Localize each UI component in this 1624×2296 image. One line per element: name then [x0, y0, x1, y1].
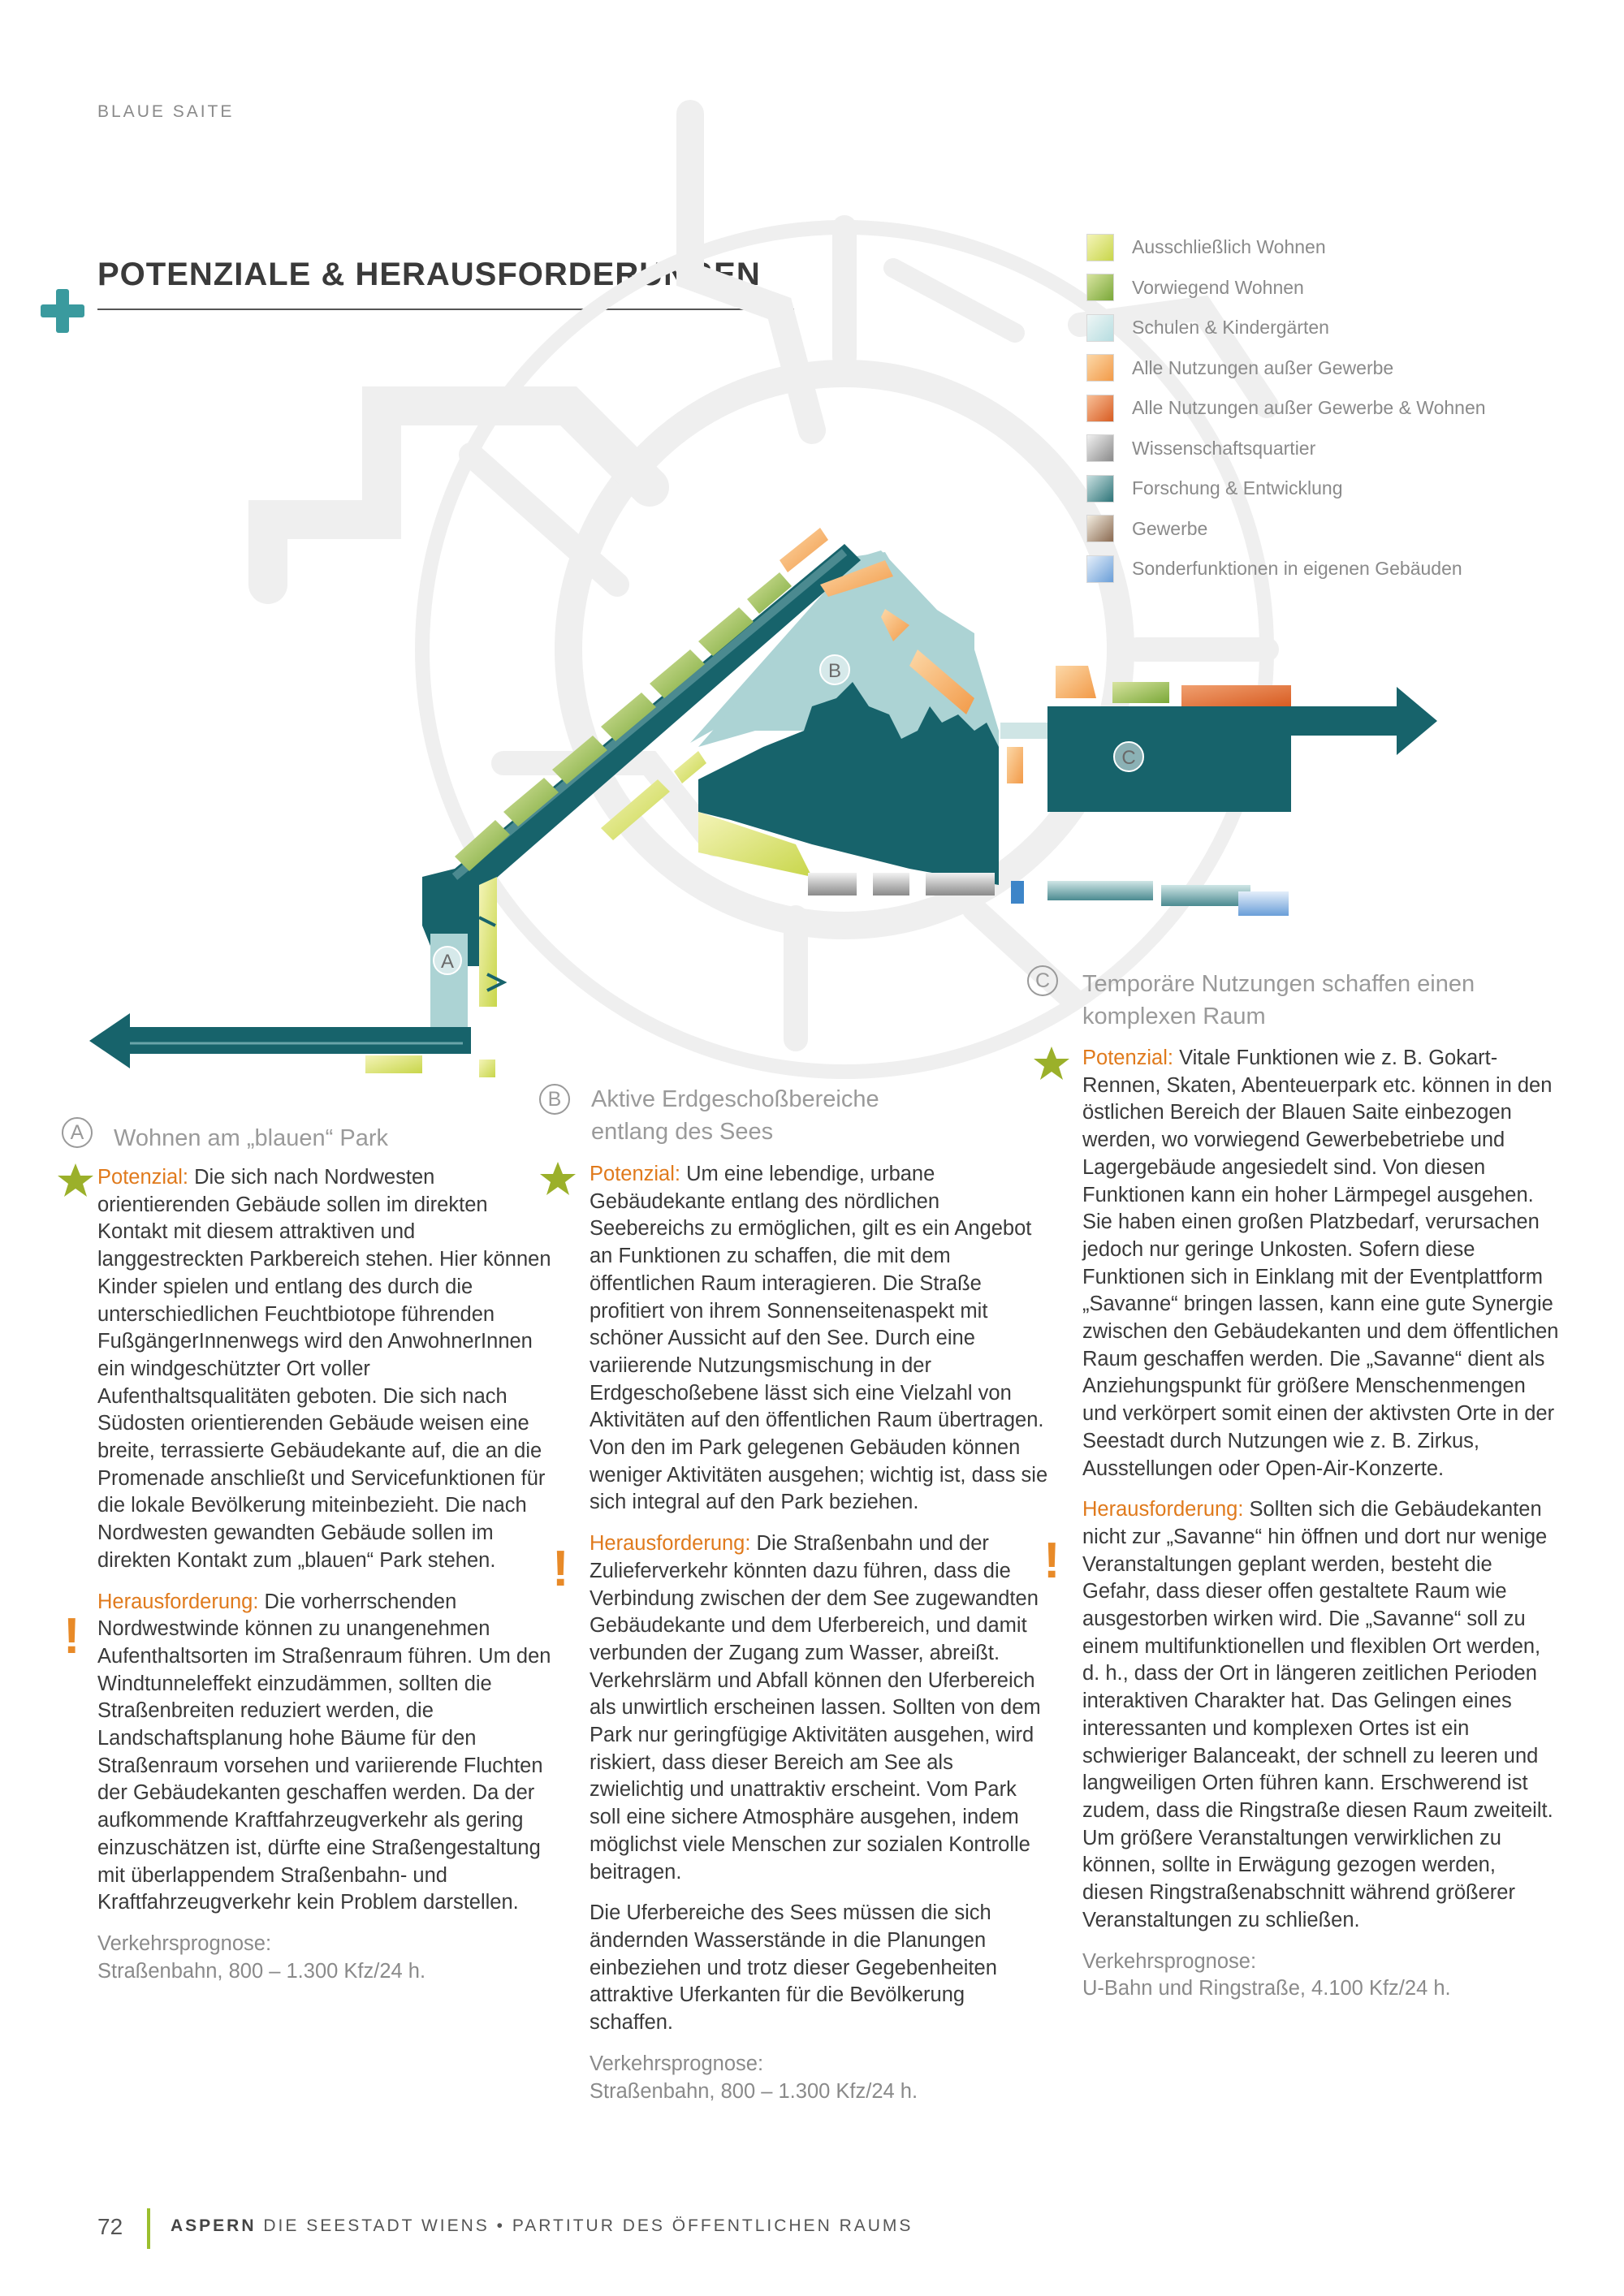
legend-item — [1086, 509, 1606, 550]
star-icon — [539, 1161, 577, 1197]
footer-title: ASPERN DIE SEESTADT WIENS • PARTITUR DES ÖFFENTLICHEN RAUMS — [171, 2216, 914, 2235]
map-legend — [1086, 227, 1606, 589]
legend-label: Vorwiegend Wohnen — [1132, 276, 1304, 298]
legend-item — [1086, 429, 1606, 469]
section-a-forecast-value: Straßenbahn, 800 – 1.300 Kfz/24 h. — [97, 1959, 426, 1983]
section-b-body — [590, 1161, 1048, 2105]
svg-text:C: C — [1121, 747, 1136, 769]
legend-swatch — [1086, 434, 1114, 462]
section-a-potential: Potenzial: Die sich nach Nordwesten orientierenden Gebäude sollen im direkten Kontakt mit diesem attraktiven und langgestreckten Parkbereich stehen. Hier können Kinder spielen und entlang des durch die unterschiedlichen Feuchtbiotope führenden FußgängerInnenwegs wird den AnwohnerInnen ein windgeschützter Ort voller Aufenthaltsqualitäten geboten. Die sich nach Südosten orientierenden Gebäude weisen eine breite, terrassierte Gebäudekante auf, die an die Promenade anschließt und Servicefunktionen für die lokale Bevölkerung miteinbezieht. Die nach Nordwesten gewandten Gebäude sollen im direkten Kontakt zum „blauen“ Park stehen. — [97, 1166, 551, 1572]
map-label-c — [1114, 742, 1143, 771]
page-title: POTENZIALE & HERAUSFORDERUNGEN — [97, 257, 761, 292]
legend-label: Wissenschaftsquartier — [1132, 437, 1316, 459]
star-icon — [1033, 1046, 1070, 1081]
legend-label: Ausschließlich Wohnen — [1132, 236, 1326, 258]
section-a-heading: Wohnen am „blauen“ Park — [114, 1125, 388, 1151]
legend-label: Alle Nutzungen außer Gewerbe — [1132, 356, 1394, 378]
section-c-forecast-label: Verkehrsprognose: — [1082, 1949, 1257, 1973]
legend-swatch — [1086, 234, 1114, 261]
section-a-badge: A — [62, 1117, 93, 1148]
research-teal-blocks — [1047, 881, 1250, 906]
section-c-heading: Temporäre Nutzungen schaffen einen komplexen Raum — [1082, 971, 1475, 1029]
legend-item — [1086, 468, 1606, 509]
legend-item — [1086, 308, 1606, 348]
legend-swatch — [1086, 515, 1114, 542]
section-b-challenge: Herausforderung: Die Straßenbahn und der Zulieferverkehr könnten dazu führen, dass die Verbindung zwischen der dem See zugewandten Gebäudekante und dem Uferbereich, und damit verbunden der Zugang zum Wasser, abreißt. Verkehrslärm und Abfall können den Uferbereich als unwirtlich erscheinen lassen. Sollten von dem Park nur geringfügige Aktivitäten ausgehen, wird riskiert, dass dieser Bereich am See als zwielichtig und unattraktiv erscheint. Vom Park soll eine sichere Atmosphäre ausgehen, indem möglichst viele Menschen zur sozialen Kontrolle beitragen. — [590, 1532, 1041, 1884]
page-number: 72 — [97, 2214, 123, 2239]
legend-label: Alle Nutzungen außer Gewerbe & Wohnen — [1132, 397, 1486, 419]
star-icon — [57, 1163, 94, 1198]
legend-swatch — [1086, 354, 1114, 382]
special-blue-block — [1238, 891, 1289, 916]
legend-item — [1086, 388, 1606, 429]
legend-swatch — [1086, 555, 1114, 583]
map-label-a — [434, 947, 461, 974]
section-b-heading: Aktive Erdgeschoßbereiche entlang des Sees — [591, 1086, 879, 1145]
section-c-badge: C — [1027, 965, 1058, 996]
legend-item — [1086, 348, 1606, 389]
footer-divider — [147, 2208, 150, 2249]
legend-swatch — [1086, 274, 1114, 301]
map-label-b — [820, 655, 849, 684]
legend-item — [1086, 227, 1606, 268]
section-c-forecast-value: U-Bahn und Ringstraße, 4.100 Kfz/24 h. — [1082, 1977, 1451, 2000]
section-b-potential: Potenzial: Um eine lebendige, urbane Gebäudekante entlang des nördlichen Seebereichs zu ermöglichen, gilt es ein Angebot an Funktionen zu schaffen, die mit dem öffentlichen Raum interagieren. Die Straße profitiert von ihrem Sonnenseitenaspekt mit schöner Aussicht auf den See. Durch eine variierende Nutzungsmischung in der Erdgeschoßebene lässt sich eine Vielzahl von Aktivitäten auf den öffentlichen Raum übertragen. Von den im Park gelegenen Gebäuden können weniger Aktivitäten ausgehen; wichtig ist, dass sie sich integral auf den Park beziehen. — [590, 1163, 1048, 1514]
running-title: BLAUE SAITE — [97, 102, 235, 121]
legend-label: Sonderfunktionen in eigenen Gebäuden — [1132, 558, 1462, 580]
svg-text:B: B — [827, 660, 842, 682]
section-b-extra: Die Uferbereiche des Sees müssen die sich ändernden Wasserstände in die Planungen einbeziehen und trotz dieser Gegebenheiten attraktive Uferkanten für die Bevölkerung schaffen. — [590, 1901, 997, 2035]
exclamation-icon: ! — [63, 1608, 80, 1664]
legend-swatch — [1086, 475, 1114, 503]
section-c-challenge: Herausforderung: Sollten sich die Gebäudekanten nicht zur „Savanne“ hin öffnen und dort nur wenige Veranstaltungen geplant werden, besteht die Gefahr, dass dieser offen gestaltete Raum wie ausgestorben wirken wird. Die „Savanne“ soll zu einem multifunktionellen und flexiblen Ort werden, d. h., dass der Ort in längeren zeitlichen Perioden interaktiven Charakter hat. Das Gelingen eines interessanten und komplexen Ortes ist ein schwieriger Balanceakt, der schnell zu leeren und langweiligen Orten führen kann. Erschwerend ist zudem, dass die Ringstraße diesen Raum zweiteilt. Um größere Veranstaltungen verwirklichen zu können, sollte in Erwägung gezogen werden, diesen Ringstraßenabschnitt während größerer Veranstaltungen zu schließen. — [1082, 1498, 1553, 1931]
svg-text:A: A — [440, 951, 455, 973]
section-a-challenge: Herausforderung: Die vorherrschenden Nordwestwinde können zu unangenehmen Aufenthaltsorten im Straßenraum führen. Um den Windtunneleffekt einzudämmen, sollten die Straßenbreiten reduziert werden, die Landschaftsplanung hohe Bäume für den Straßenraum vorsehen und variierende Fluchten der Gebäudekanten geschaffen werden. Da der aufkommende Kraftfahrzeugverkehr als gering einzuschätzen ist, dürfte eine Straßengestaltung mit überlappendem Straßenbahn- und Kraftfahrzeugverkehr kein Problem darstellen. — [97, 1590, 551, 1914]
section-c-body — [1082, 1045, 1561, 2003]
legend-item — [1086, 268, 1606, 309]
section-a-body — [97, 1164, 552, 1985]
section-c-potential: Potenzial: Vitale Funktionen wie z. B. Gokart-Rennen, Skaten, Abenteuerpark etc. können in den östlichen Bereich der Blauen Saite einbezogen werden, wo vorwiegend Gewerbebetriebe und Lagergebäude angesiedelt sind. Von diesen Funktionen kann ein hoher Lärmpegel ausgehen. Sie haben einen großen Platzbedarf, verursachen jedoch nur geringe Unkosten. Sofern diese Funktionen sich in Einklang mit der Eventplattform „Savanne“ bringen lassen, kann eine gute Synergie zwischen den Gebäudekanten und dem öffentlichen Raum geschaffen werden. Die „Savanne“ dient als Anziehungspunkt für größere Menschenmengen und verkörpert somit einen der aktivsten Orte in der Seestadt durch Nutzungen wie z. B. Zirkus, Ausstellungen oder Open-Air-Konzerte. — [1082, 1047, 1559, 1480]
exclamation-icon: ! — [1043, 1533, 1060, 1589]
legend-swatch — [1086, 314, 1114, 342]
legend-label: Schulen & Kindergärten — [1132, 317, 1329, 339]
legend-label: Gewerbe — [1132, 517, 1208, 539]
red-strip — [1181, 685, 1291, 706]
exclamation-icon: ! — [552, 1541, 569, 1597]
science-grey-blocks — [808, 873, 995, 896]
section-b-badge: B — [539, 1084, 570, 1115]
section-a-forecast-label: Verkehrsprognose: — [97, 1931, 272, 1955]
section-b-forecast-label: Verkehrsprognose: — [590, 2052, 764, 2075]
section-b-forecast-value: Straßenbahn, 800 – 1.300 Kfz/24 h. — [590, 2079, 918, 2103]
legend-label: Forschung & Entwicklung — [1132, 477, 1343, 499]
legend-item — [1086, 549, 1606, 589]
legend-swatch — [1086, 395, 1114, 422]
